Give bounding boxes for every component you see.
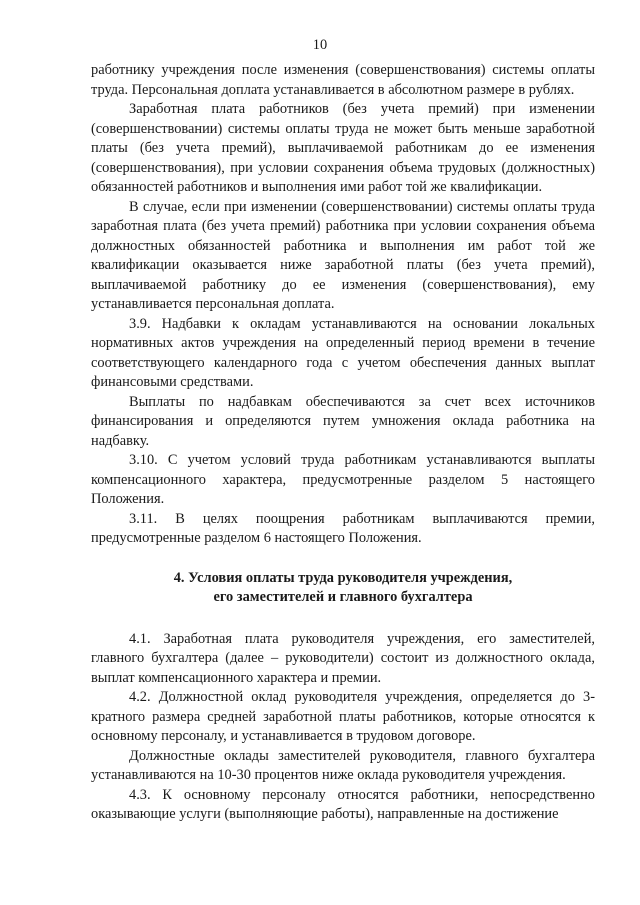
paragraph: работнику учреждения после изменения (совершенствования) системы оплаты труда. Персональная доплата устанавливается в абсолютном размере в рублях. — [91, 62, 595, 98]
paragraph-3-9: 3.9. Надбавки к окладам устанавливаются на основании локальных нормативных актов учреждения на определенный период времени в течение соответствующего календарного года с учетом обеспечения данных выплат финансовыми средствами. — [91, 315, 595, 390]
section-heading — [91, 569, 595, 608]
section-heading-line-1: 4. Условия оплаты труда руководителя учреждения, — [173, 569, 513, 586]
document-body — [91, 61, 595, 825]
paragraph: Заработная плата работников (без учета премий) при изменении (совершенствовании) системы оплаты труда не может быть меньше заработной платы (без учета премий), выплачиваемой работникам до ее изменения (совершенствования), при условии сохранения объема трудовых (должностных) обязанностей работников и выполнения ими работ той же квалификации. — [91, 101, 595, 195]
page-number: 10 — [312, 37, 328, 53]
section-heading-line-2: его заместителей и главного бухгалтера — [213, 589, 473, 605]
paragraph-4-1: 4.1. Заработная плата руководителя учреждения, его заместителей, главного бухгалтера (далее – руководители) состоит из должностного оклада, выплат компенсационного характера и премии. — [91, 630, 595, 686]
paragraph-3-11: 3.11. В целях поощрения работникам выплачиваются премии, предусмотренные разделом 6 настоящего Положения. — [91, 510, 595, 546]
paragraph: Выплаты по надбавкам обеспечиваются за счет всех источников финансирования и определяются путем умножения оклада работника на надбавку. — [91, 393, 595, 449]
paragraph: Должностные оклады заместителей руководителя, главного бухгалтера устанавливаются на 10-30 процентов ниже оклада руководителя учреждения. — [91, 747, 595, 783]
paragraph: В случае, если при изменении (совершенствовании) системы оплаты труда заработная плата (без учета премий) работника при условии сохранения объема должностных обязанностей работника и выполнения им работ той же квалификации оказывается ниже заработной платы (без учета премий), выплачиваемой работнику до ее изменения (совершенствования), ему устанавливается персональная доплата. — [91, 198, 595, 312]
paragraph-4-2: 4.2. Должностной оклад руководителя учреждения, определяется до 3-кратного размера средней заработной платы работников, которые относятся к основному персоналу, и устанавливается в трудовом договоре. — [91, 689, 595, 744]
paragraph-4-3: 4.3. К основному персоналу относятся работники, непосредственно оказывающие услуги (выполняющие работы), направленные на достижение — [91, 786, 595, 822]
paragraph-3-10: 3.10. С учетом условий труда работникам устанавливаются выплаты компенсационного характера, предусмотренные разделом 5 настоящего Положения. — [91, 452, 595, 507]
